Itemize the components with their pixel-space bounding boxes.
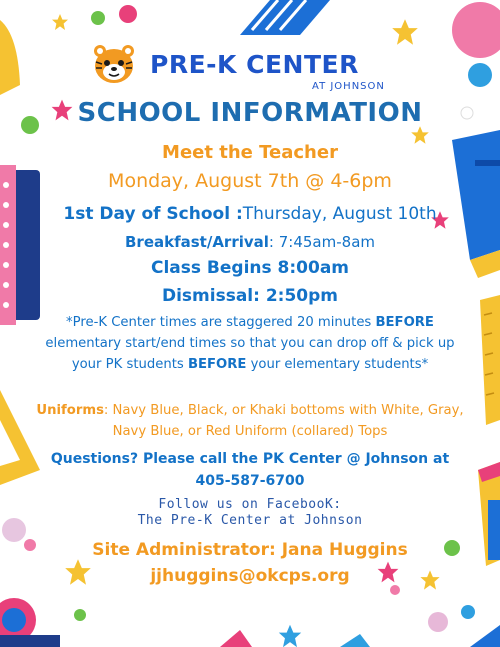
page-title: SCHOOL INFORMATION xyxy=(77,98,423,128)
facebook-line-2: The Pre-K Center at Johnson xyxy=(137,513,363,528)
meet-teacher-date: Monday, August 7th @ 4-6pm xyxy=(108,170,392,192)
stagger-note xyxy=(40,312,460,375)
meet-teacher-heading: Meet the Teacher xyxy=(162,142,338,163)
questions-block xyxy=(30,448,470,492)
admin-email: jjhuggins@okcps.org xyxy=(150,566,350,586)
uniforms-label: Uniforms xyxy=(36,403,104,418)
tiger-mascot-icon xyxy=(92,42,136,86)
class-begins: Class Begins 8:00am xyxy=(150,258,350,278)
note-part-2: elementary start/end times so that you can drop off & pick up your PK students xyxy=(45,336,455,372)
breakfast-value: : 7:45am-8am xyxy=(268,233,375,251)
first-day-line xyxy=(0,204,500,224)
dismissal: Dismissal: 2:50pm xyxy=(161,286,339,306)
brand-subtitle: AT JOHNSON xyxy=(312,81,385,92)
breakfast-label: Breakfast/Arrival xyxy=(125,233,269,251)
uniforms-line xyxy=(32,400,468,442)
note-part-1: *Pre-K Center times are staggered 20 minutes xyxy=(66,315,376,330)
note-part-3: your elementary students* xyxy=(246,357,429,372)
note-before-1: BEFORE xyxy=(375,315,434,330)
facebook-line-1: Follow us on FacebooK: xyxy=(158,497,342,512)
breakfast-line xyxy=(0,233,500,251)
uniforms-text: : Navy Blue, Black, or Khaki bottoms with White, Gray, Navy Blue, or Red Uniform (collared) Tops xyxy=(103,403,464,439)
site-administrator: Site Administrator: Jana Huggins xyxy=(92,540,408,560)
questions-line: Questions? Please call the PK Center @ Johnson at xyxy=(50,451,450,467)
brand-name: PRE-K CENTER xyxy=(150,50,359,79)
first-day-label: 1st Day of School : xyxy=(63,204,243,224)
phone-number: 405-587-6700 xyxy=(195,473,305,489)
first-day-value: Thursday, August 10th xyxy=(242,204,437,224)
note-before-2: BEFORE xyxy=(187,357,247,372)
